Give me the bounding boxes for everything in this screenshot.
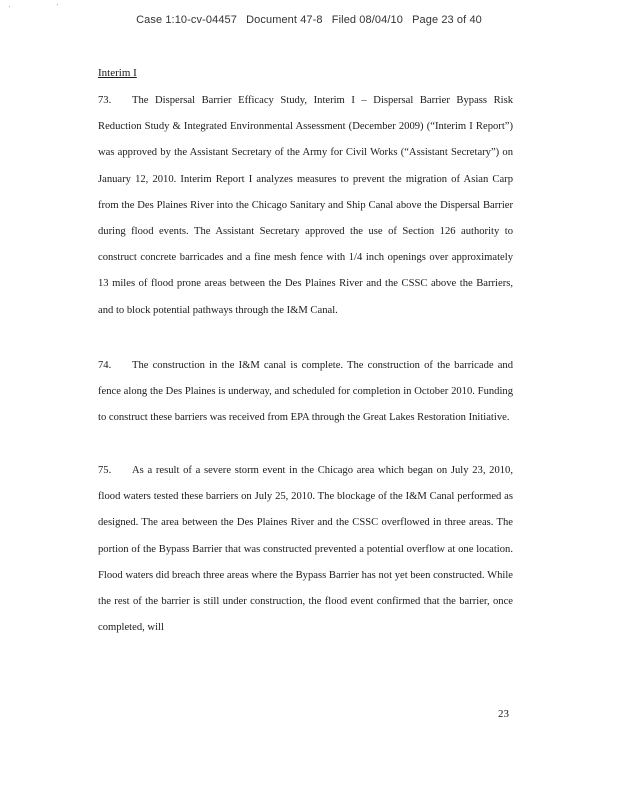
page-of: Page 23 of 40 [412, 14, 482, 26]
case-header [0, 14, 618, 26]
page-number: 23 [498, 708, 509, 720]
case-number: Case 1:10-cv-04457 [136, 14, 237, 26]
paragraph-75 [98, 458, 513, 641]
paragraph-73 [98, 88, 513, 324]
paragraph-text: As a result of a severe storm event in the Chicago area which began on July 23, 2010, flood waters tested these barriers on July 25, 2010. The blockage of the I&M Canal performed as designed. The area between the Des Plaines River and the CSSC overflowed in three areas. The portion of the Bypass Barrier that was constructed prevented a potential overflow at one location. Flood waters did breach three areas where the Bypass Barrier has not yet been constructed. While the rest of the barrier is still under construction, the flood event confirmed that the barrier, once completed, will [98, 465, 513, 634]
paragraph-text: The Dispersal Barrier Efficacy Study, Interim I – Dispersal Barrier Bypass Risk Reduction Study & Integrated Environmental Assessment (December 2009) (“Interim I Report”) was approved by the Assistant Secretary of the Army for Civil Works (“Assistant Secretary”) on January 12, 2010. Interim Report I analyzes measures to prevent the migration of Asian Carp from the Des Plaines River into the Chicago Sanitary and Ship Canal above the Dispersal Barrier during flood events. The Assistant Secretary approved the use of Section 126 authority to construct concrete barricades and a fine mesh fence with 1/4 inch openings over approximately 13 miles of flood prone areas between the Des Plaines River and the CSSC above the Barriers, and to block potential pathways through the I&M Canal. [98, 95, 513, 316]
paragraph-74 [98, 353, 513, 432]
paragraph-number: 75. [98, 465, 112, 476]
paragraph-text: The construction in the I&M canal is complete. The construction of the barricade and fence along the Des Plaines is underway, and scheduled for completion in October 2010. Funding to construct these barriers was received from EPA through the Great Lakes Restoration Initiative. [98, 360, 513, 424]
section-heading: Interim I [98, 67, 137, 79]
paragraph-number: 74. [98, 360, 112, 371]
filed-date: Filed 08/04/10 [331, 14, 403, 26]
scan-mark-right: ' [57, 4, 59, 10]
paragraph-number: 73. [98, 95, 112, 106]
document-number: Document 47-8 [246, 14, 323, 26]
scan-mark-left: ' [9, 6, 11, 12]
